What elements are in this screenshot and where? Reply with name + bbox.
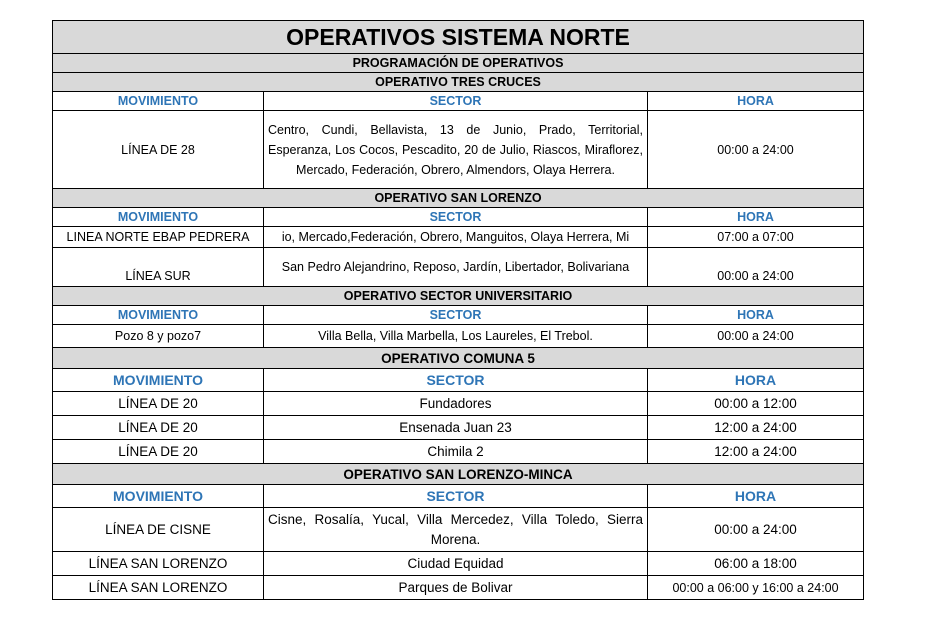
column-header-hora: HORA: [648, 92, 864, 111]
cell-movimiento: LÍNEA SUR: [53, 248, 264, 287]
cell-movimiento: LINEA NORTE EBAP PEDRERA: [53, 227, 264, 248]
table-row: [53, 440, 864, 464]
section-header: [53, 348, 864, 369]
cell-sector: Cisne, Rosalía, Yucal, Villa Mercedez, Villa Toledo, Sierra Morena.: [264, 508, 648, 552]
column-header-row: [53, 92, 864, 111]
column-header-sector: SECTOR: [264, 369, 648, 392]
section-header: [53, 464, 864, 485]
cell-hora: 07:00 a 07:00: [648, 227, 864, 248]
cell-hora: 00:00 a 12:00: [648, 392, 864, 416]
cell-movimiento: LÍNEA DE 28: [53, 111, 264, 189]
page-subtitle: PROGRAMACIÓN DE OPERATIVOS: [53, 54, 864, 73]
cell-sector: San Pedro Alejandrino, Reposo, Jardín, Libertador, Bolivariana: [264, 248, 648, 287]
cell-hora: 00:00 a 24:00: [648, 325, 864, 348]
cell-hora: 00:00 a 24:00: [648, 111, 864, 189]
cell-sector: Ciudad Equidad: [264, 552, 648, 576]
section-title: OPERATIVO COMUNA 5: [53, 348, 864, 369]
table-row: [53, 392, 864, 416]
cell-sector: Villa Bella, Villa Marbella, Los Laureles, El Trebol.: [264, 325, 648, 348]
section-title: OPERATIVO SAN LORENZO: [53, 189, 864, 208]
cell-sector: Chimila 2: [264, 440, 648, 464]
column-header-sector: SECTOR: [264, 306, 648, 325]
cell-movimiento: Pozo 8 y pozo7: [53, 325, 264, 348]
section-title: OPERATIVO TRES CRUCES: [53, 73, 864, 92]
table-row: [53, 325, 864, 348]
section-header: [53, 189, 864, 208]
cell-movimiento: LÍNEA DE 20: [53, 440, 264, 464]
column-header-row: [53, 369, 864, 392]
table-row: [53, 111, 864, 189]
column-header-movimiento: MOVIMIENTO: [53, 92, 264, 111]
cell-hora: 06:00 a 18:00: [648, 552, 864, 576]
column-header-sector: SECTOR: [264, 208, 648, 227]
cell-sector: io, Mercado,Federación, Obrero, Manguitos, Olaya Herrera, Mi: [264, 227, 648, 248]
cell-sector: Fundadores: [264, 392, 648, 416]
column-header-row: [53, 485, 864, 508]
column-header-hora: HORA: [648, 485, 864, 508]
table-row: [53, 227, 864, 248]
page-title: OPERATIVOS SISTEMA NORTE: [53, 21, 864, 54]
section-header: [53, 287, 864, 306]
section-title: OPERATIVO SAN LORENZO-MINCA: [53, 464, 864, 485]
column-header-sector: SECTOR: [264, 92, 648, 111]
cell-movimiento: LÍNEA DE CISNE: [53, 508, 264, 552]
table-row: [53, 576, 864, 600]
column-header-sector: SECTOR: [264, 485, 648, 508]
operativos-table: [52, 20, 864, 600]
cell-hora: 12:00 a 24:00: [648, 440, 864, 464]
table-row: [53, 508, 864, 552]
table-row: [53, 416, 864, 440]
column-header-movimiento: MOVIMIENTO: [53, 306, 264, 325]
cell-sector: Centro, Cundi, Bellavista, 13 de Junio, Prado, Territorial, Esperanza, Los Cocos, Pescadito, 20 de Julio, Riascos, Miraflorez, Mercado, Federación, Obrero, Almendors, Olaya Herrera.: [264, 111, 648, 189]
cell-hora: 00:00 a 24:00: [648, 508, 864, 552]
column-header-movimiento: MOVIMIENTO: [53, 369, 264, 392]
cell-hora: 00:00 a 06:00 y 16:00 a 24:00: [648, 576, 864, 600]
column-header-hora: HORA: [648, 369, 864, 392]
column-header-movimiento: MOVIMIENTO: [53, 208, 264, 227]
title-row: [53, 21, 864, 54]
subtitle-row: [53, 54, 864, 73]
section-header: [53, 73, 864, 92]
table-row: [53, 248, 864, 287]
cell-movimiento: LÍNEA SAN LORENZO: [53, 552, 264, 576]
table-row: [53, 552, 864, 576]
cell-movimiento: LÍNEA SAN LORENZO: [53, 576, 264, 600]
cell-sector: Ensenada Juan 23: [264, 416, 648, 440]
cell-movimiento: LÍNEA DE 20: [53, 392, 264, 416]
column-header-hora: HORA: [648, 306, 864, 325]
column-header-hora: HORA: [648, 208, 864, 227]
column-header-row: [53, 208, 864, 227]
column-header-movimiento: MOVIMIENTO: [53, 485, 264, 508]
cell-hora: 12:00 a 24:00: [648, 416, 864, 440]
column-header-row: [53, 306, 864, 325]
cell-sector: Parques de Bolivar: [264, 576, 648, 600]
section-title: OPERATIVO SECTOR UNIVERSITARIO: [53, 287, 864, 306]
cell-movimiento: LÍNEA DE 20: [53, 416, 264, 440]
cell-hora: 00:00 a 24:00: [648, 248, 864, 287]
